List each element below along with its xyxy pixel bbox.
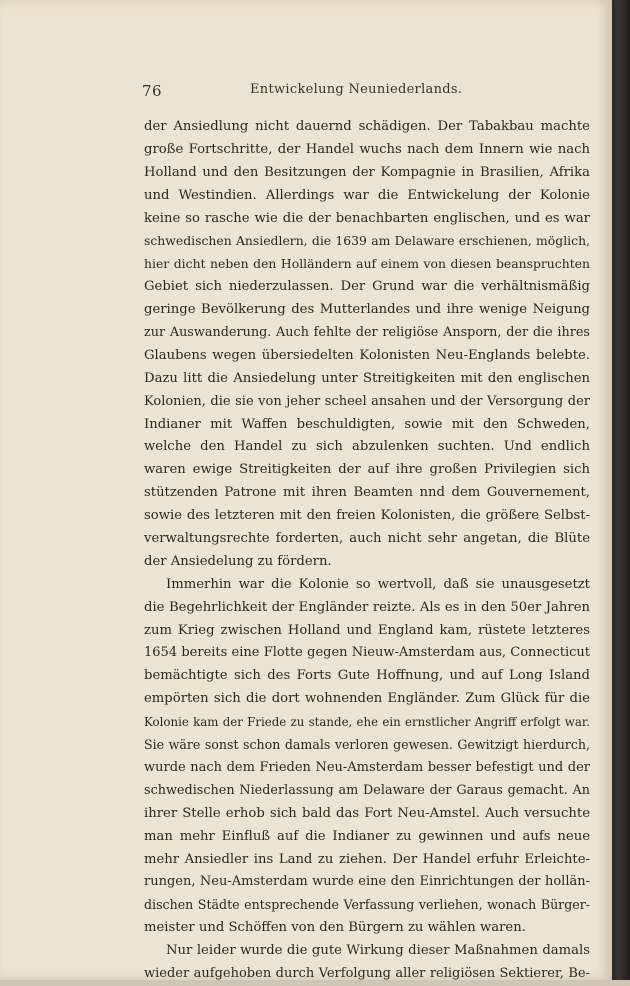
text-line: mehr Ansiedler ins Land zu ziehen. Der Handel erfuhr Erleichte- xyxy=(144,851,590,867)
text-line: der Ansiedelung zu fördern. xyxy=(144,553,332,569)
text-line: meister und Schöffen von den Bürgern zu wählen waren. xyxy=(144,920,526,936)
text-line: 1654 bereits eine Flotte gegen Nieuw-Amsterdam aus, Connecticut xyxy=(144,645,590,661)
text-line: große Fortschritte, der Handel wuchs nach dem Innern wie nach xyxy=(144,141,590,157)
text-line: rungen, Neu-Amsterdam wurde eine den Einrichtungen der hollän- xyxy=(144,874,590,890)
text-line: Gebiet sich niederzulassen. Der Grund war die verhältnismäßig xyxy=(144,279,590,295)
page-header xyxy=(142,80,463,106)
text-line: sowie des letzteren mit den freien Kolonisten, die größere Selbst- xyxy=(144,508,590,524)
paragraph-1 xyxy=(144,116,590,574)
text-line: Immerhin war die Kolonie so wertvoll, daß sie unausgesetzt xyxy=(166,576,590,592)
text-line: Indianer mit Waffen beschuldigten, sowie mit den Schweden, xyxy=(144,416,590,432)
text-line: man mehr Einfluß auf die Indianer zu gewinnen und aufs neue xyxy=(144,828,590,844)
text-line: schwedischen Niederlassung am Delaware der Garaus gemacht. An xyxy=(144,782,590,798)
text-line: Holland und den Besitzungen der Kompagnie in Brasilien, Afrika xyxy=(144,164,590,180)
text-line: wurde nach dem Frieden Neu-Amsterdam besser befestigt und der xyxy=(144,759,590,775)
text-line: waren ewige Streitigkeiten der auf ihre großen Privilegien sich xyxy=(144,462,590,478)
text-line: verwaltungsrechte forderten, auch nicht sehr angetan, die Blüte xyxy=(144,531,590,547)
text-line: Glaubens wegen übersiedelten Kolonisten Neu-Englands belebte. xyxy=(144,347,590,363)
text-line: zur Auswanderung. Auch fehlte der religiöse Ansporn, der die ihres xyxy=(144,325,590,341)
text-line: bemächtigte sich des Forts Gute Hoffnung, und auf Long Island xyxy=(144,668,590,684)
text-line: zum Krieg zwischen Holland und England kam, rüstete letzteres xyxy=(144,622,590,638)
text-line: hier dicht neben den Holländern auf einem von diesen beanspruchten xyxy=(144,256,590,272)
book-binding-edge xyxy=(612,0,630,980)
text-line: keine so rasche wie die der benachbarten englischen, und es war xyxy=(144,210,590,226)
running-title: Entwickelung Neuniederlands. xyxy=(250,82,463,97)
text-line: die Begehrlichkeit der Engländer reizte. Als es in den 50er Jahren xyxy=(144,599,590,615)
text-line: ihrer Stelle erhob sich bald das Fort Neu-Amstel. Auch versuchte xyxy=(144,805,590,821)
page-number: 76 xyxy=(142,82,163,100)
paragraph-2 xyxy=(144,574,590,940)
body-text xyxy=(144,116,590,986)
text-line: empörten sich die dort wohnenden Engländer. Zum Glück für die xyxy=(144,691,590,707)
text-line: Nur leider wurde die gute Wirkung dieser Maßnahmen damals xyxy=(166,943,590,959)
text-line: stützenden Patrone mit ihren Beamten nnd dem Gouvernement, xyxy=(144,485,590,501)
text-line: dischen Städte entsprechende Verfassung verliehen, wonach Bürger- xyxy=(144,897,590,913)
text-line: schwedischen Ansiedlern, die 1639 am Delaware erschienen, möglich, xyxy=(144,233,590,249)
text-line: Kolonie kam der Friede zu stande, ehe ein ernstlicher Angriff erfolgt war. xyxy=(144,715,590,730)
paragraph-3 xyxy=(144,940,590,986)
text-line: geringe Bevölkerung des Mutterlandes und ihre wenige Neigung xyxy=(144,302,590,318)
text-line: welche den Handel zu sich abzulenken suchten. Und endlich xyxy=(144,439,590,455)
text-line: wieder aufgehoben durch Verfolgung aller religiösen Sektierer, Be- xyxy=(144,965,590,981)
text-line: Dazu litt die Ansiedelung unter Streitigkeiten mit den englischen xyxy=(144,370,590,386)
text-line: Kolonien, die sie von jeher scheel ansahen und der Versorgung der xyxy=(144,393,590,409)
text-line: der Ansiedlung nicht dauernd schädigen. Der Tabakbau machte xyxy=(144,119,590,134)
text-line: und Westindien. Allerdings war die Entwickelung der Kolonie xyxy=(144,187,590,203)
text-line: Sie wäre sonst schon damals verloren gewesen. Gewitzigt hierdurch, xyxy=(144,737,590,753)
